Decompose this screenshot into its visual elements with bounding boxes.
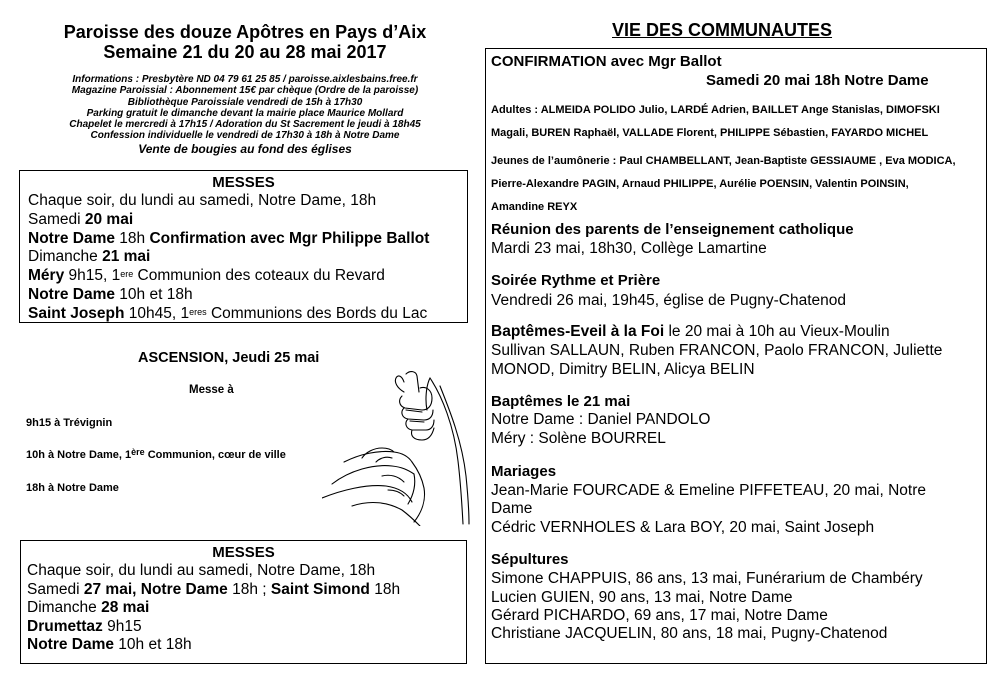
- ascension-messe-label: Messe à: [189, 384, 234, 396]
- ascension-line: 18h à Notre Dame: [26, 482, 119, 494]
- info-line: Informations : Presbytère ND 04 79 61 25 85 / paroisse.aixlesbains.free.fr: [72, 74, 418, 85]
- ascension-title: ASCENSION, Jeudi 25 mai: [138, 350, 320, 366]
- bapteme-line: Méry : Solène BOURREL: [491, 430, 666, 447]
- eveil-heading: Baptêmes-Eveil à la Foi le 20 mai à 10h au Vieux-Moulin: [491, 323, 890, 340]
- mass-line: Notre Dame 10h et 18h: [28, 285, 193, 303]
- baptemes-title: Baptêmes le 21 mai: [491, 393, 631, 410]
- community-life-title: VIE DES COMMUNAUTES: [612, 20, 833, 40]
- masses-title: MESSES: [212, 544, 275, 561]
- eveil-names: MONOD, Dimitry BELIN, Alicya BELIN: [491, 361, 755, 378]
- mass-line: Dimanche 28 mai: [27, 599, 150, 617]
- soiree-text: Vendredi 26 mai, 19h45, église de Pugny-Chatenod: [491, 292, 847, 309]
- info-line-candles: Vente de bougies au fond des églises: [138, 141, 352, 156]
- mass-line: Chaque soir, du lundi au samedi, Notre Dame, 18h: [27, 562, 376, 579]
- mass-line: Dimanche 21 mai: [28, 248, 151, 266]
- mariage-line: Cédric VERNHOLES & Lara BOY, 20 mai, Saint Joseph: [491, 519, 875, 536]
- parish-title: Paroisse des douze Apôtres en Pays d’Aix: [63, 22, 427, 42]
- bapteme-line: Notre Dame : Daniel PANDOLO: [491, 411, 711, 428]
- mass-line: Drumettaz 9h15: [27, 617, 142, 635]
- mariages-title: Mariages: [491, 463, 557, 480]
- masses-box-week22: [20, 540, 467, 664]
- mass-line: Samedi 27 mai, Notre Dame 18h ; Saint Simond 18h: [27, 580, 401, 598]
- masses-box-week21: [19, 170, 468, 323]
- info-line: Magazine Paroissial : Abonnement 15€ par chèque (Ordre de la paroisse): [71, 85, 419, 97]
- sepulture-line: Lucien GUIEN, 90 ans, 13 mai, Notre Dame: [491, 589, 793, 606]
- mariage-line: Dame: [491, 500, 533, 517]
- info-line: Bibliothèque Paroissiale vendredi de 15h à 17h30: [127, 96, 363, 108]
- ascension-line: 9h15 à Trévignin: [26, 417, 113, 429]
- sepulture-line: Christiane JACQUELIN, 80 ans, 18 mai, Pugny-Chatenod: [491, 625, 888, 642]
- masses-title: MESSES: [212, 174, 275, 191]
- sepulture-line: Gérard PICHARDO, 69 ans, 17 mai, Notre Dame: [491, 607, 828, 624]
- confirmation-youth: Jeunes de l’aumônerie : Paul CHAMBELLANT, Jean-Baptiste GESSIAUME , Eva MODICA, Pierre-Alexandre PAGIN, Arnaud PHILIPPE, Aurélie POENSIN, Valentin POINSIN, Amandine REYX: [491, 155, 956, 213]
- ascension-line: 10h à Notre Dame, 1ère Communion, cœur de ville: [26, 447, 286, 461]
- eveil-names: Sullivan SALLAUN, Ruben FRANCON, Paolo FRANCON, Juliette: [491, 342, 943, 359]
- info-line: Confession individuelle le vendredi de 17h30 à 18h à Notre Dame: [90, 130, 400, 142]
- confirmation-adults: Adultes : ALMEIDA POLIDO Julio, LARDÉ Adrien, BAILLET Ange Stanislas, DIMOFSKI Magali, BUREN Raphaël, VALLADE Florent, PHILIPPE Sébastien, FAYARDO MICHEL: [491, 104, 940, 139]
- mass-line: Notre Dame 18h Confirmation avec Mgr Philippe Ballot: [28, 229, 430, 247]
- praying-hands-illustration: [322, 366, 472, 526]
- week-subtitle: Semaine 21 du 20 au 28 mai 2017: [103, 42, 387, 62]
- confirmation-date: Samedi 20 mai 18h Notre Dame: [706, 72, 929, 89]
- sepulture-line: Simone CHAPPUIS, 86 ans, 13 mai, Funérarium de Chambéry: [491, 570, 923, 587]
- reunion-text: Mardi 23 mai, 18h30, Collège Lamartine: [491, 240, 767, 257]
- confirmation-title: CONFIRMATION avec Mgr Ballot: [491, 53, 722, 70]
- info-line: Parking gratuit le dimanche devant la mairie place Maurice Mollard: [86, 107, 404, 119]
- mass-line: Saint Joseph 10h45, $1^{eres}$ Communions des Bords du Lac: [28, 304, 428, 322]
- mass-line: Samedi 20 mai: [28, 210, 134, 228]
- soiree-title: Soirée Rythme et Prière: [491, 272, 661, 289]
- mass-line: Notre Dame 10h et 18h: [27, 636, 192, 654]
- mariage-line: Jean-Marie FOURCADE & Emeline PIFFETEAU, 20 mai, Notre: [491, 482, 926, 499]
- sepultures-title: Sépultures: [491, 551, 569, 568]
- reunion-title: Réunion des parents de l’enseignement catholique: [491, 221, 854, 238]
- mass-line: Chaque soir, du lundi au samedi, Notre Dame, 18h: [28, 192, 377, 209]
- mass-line: Méry 9h15, 1ere Communion des coteaux du Revard: [28, 267, 385, 285]
- info-block: [30, 74, 460, 157]
- info-line: Chapelet le mercredi à 17h15 / Adoration du St Sacrement le jeudi à 18h45: [69, 119, 421, 131]
